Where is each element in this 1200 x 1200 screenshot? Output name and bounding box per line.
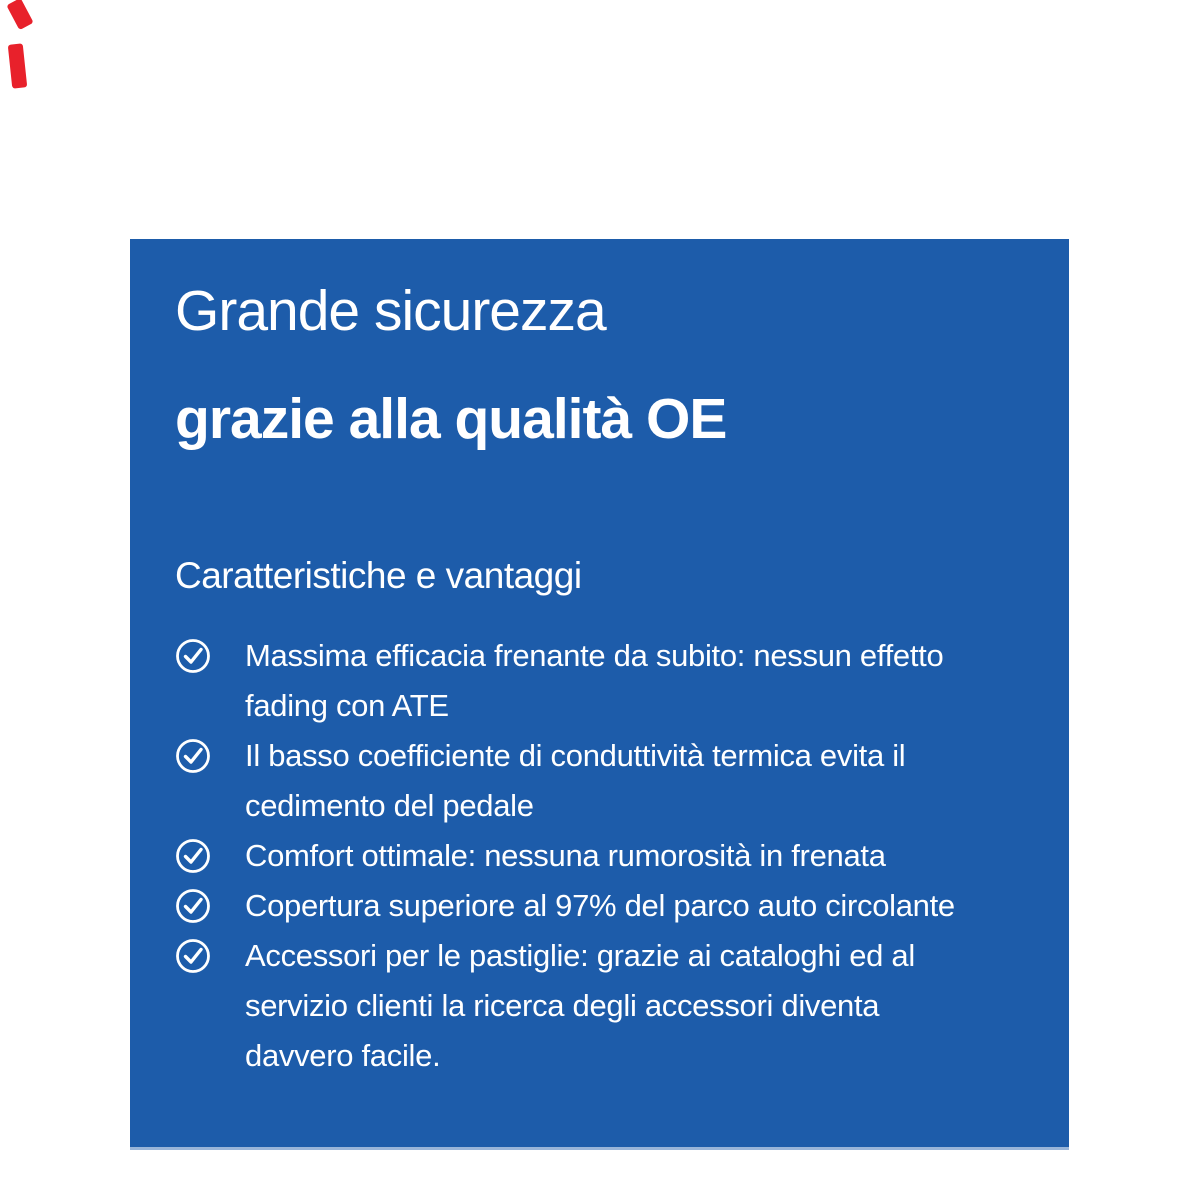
feature-text-line: Comfort ottimale: nessuna rumorosità in frenata: [245, 838, 886, 873]
check-circle-icon: [175, 738, 211, 774]
panel-subtitle: Caratteristiche e vantaggi: [175, 555, 582, 596]
red-dash-mark: [8, 43, 28, 88]
red-dash-mark: [6, 0, 33, 30]
feature-text-line: Il basso coefficiente di conduttività termica evita il: [245, 738, 906, 773]
feature-text-line: Massima efficacia frenante da subito: nessun effetto: [245, 638, 944, 673]
feature-text-line: fading con ATE: [245, 688, 449, 723]
feature-text-line: davvero facile.: [245, 1038, 441, 1073]
list-item: [175, 631, 1010, 731]
panel-title-line2: grazie alla qualità OE: [175, 387, 727, 451]
feature-text-line: cedimento del pedale: [245, 788, 534, 823]
check-circle-icon: [175, 938, 211, 974]
list-item: [175, 931, 1010, 1081]
feature-text-line: Copertura superiore al 97% del parco auto circolante: [245, 888, 955, 923]
panel-title-line1: Grande sicurezza: [175, 279, 606, 343]
feature-list: [175, 631, 1010, 1081]
check-circle-icon: [175, 888, 211, 924]
list-item: [175, 881, 1010, 931]
feature-text-line: servizio clienti la ricerca degli accessori diventa: [245, 988, 880, 1023]
check-circle-icon: [175, 638, 211, 674]
list-item: [175, 831, 1010, 881]
feature-panel: [130, 239, 1069, 1150]
feature-text-line: Accessori per le pastiglie: grazie ai cataloghi ed al: [245, 938, 915, 973]
list-item: [175, 731, 1010, 831]
check-circle-icon: [175, 838, 211, 874]
